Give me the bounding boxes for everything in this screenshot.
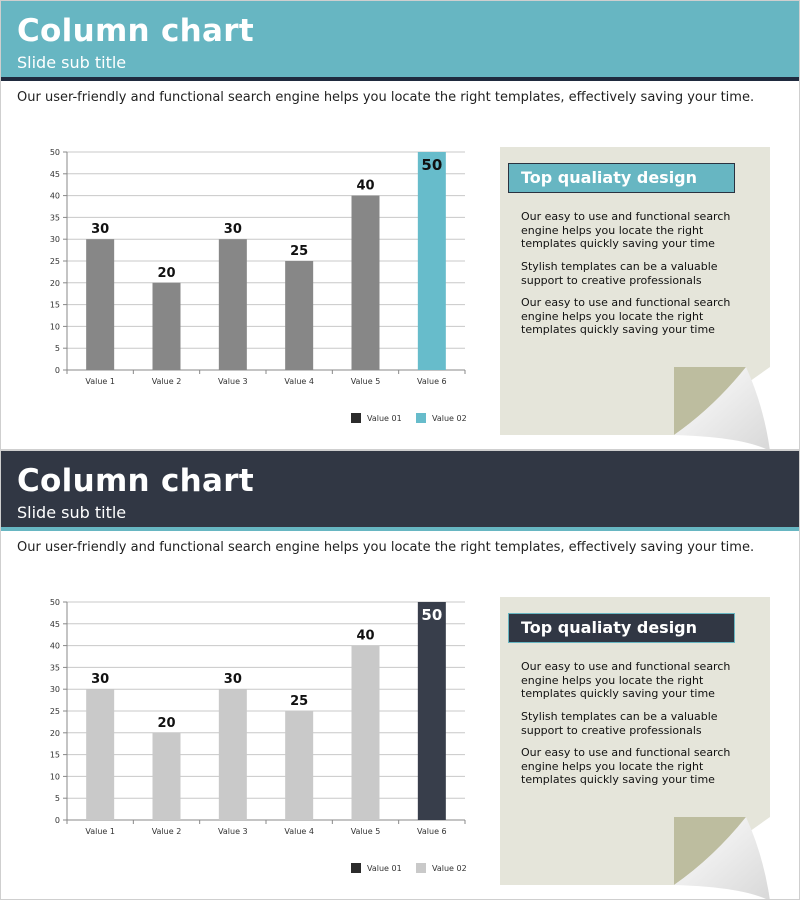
data-label: 20 — [157, 265, 176, 281]
note-paragraph: Our easy to use and functional search engine helps you locate the right templates quickly saving your time — [521, 296, 731, 336]
legend-label: Value 02 — [432, 414, 467, 423]
y-tick-label: 45 — [49, 169, 60, 179]
x-tick-label: Value 2 — [151, 827, 182, 836]
y-tick-label: 50 — [49, 598, 60, 607]
note-card — [500, 597, 770, 900]
data-label: 50 — [421, 156, 443, 174]
legend-swatch — [351, 863, 361, 873]
slide-subtitle: Slide sub title — [17, 53, 127, 72]
page-curl-decoration — [674, 367, 770, 450]
y-tick-label: 20 — [49, 278, 60, 288]
page-curl-decoration — [674, 817, 770, 900]
x-tick-label: Value 5 — [350, 377, 381, 386]
legend-swatch — [416, 413, 426, 423]
y-tick-label: 5 — [54, 344, 60, 354]
legend-label: Value 01 — [367, 414, 402, 423]
x-tick-label: Value 1 — [85, 377, 115, 386]
x-tick-label: Value 6 — [417, 827, 447, 836]
slide-title: Column chart — [17, 463, 254, 499]
y-tick-label: 10 — [49, 772, 60, 782]
slide-header — [1, 1, 800, 77]
data-label: 20 — [157, 715, 176, 731]
legend-swatch — [351, 413, 361, 423]
y-tick-label: 50 — [49, 148, 60, 157]
bar — [352, 646, 380, 820]
x-tick-label: Value 5 — [350, 827, 381, 836]
bar — [86, 239, 114, 370]
slide-description: Our user-friendly and functional search engine helps you locate the right templates, effectively saving your time. — [17, 90, 755, 105]
y-tick-label: 35 — [49, 213, 60, 223]
bar — [153, 283, 181, 370]
slide-header — [1, 451, 800, 527]
note-title: Top qualiaty design — [521, 618, 698, 637]
bar — [153, 733, 181, 820]
y-tick-label: 10 — [49, 322, 60, 332]
note-paragraph: Stylish templates can be a valuable support to creative professionals — [521, 710, 718, 737]
bar — [352, 196, 380, 370]
y-tick-label: 40 — [49, 191, 60, 201]
x-tick-label: Value 4 — [284, 827, 314, 836]
y-tick-label: 20 — [49, 728, 60, 738]
column-chart — [41, 591, 481, 881]
x-tick-label: Value 3 — [218, 377, 248, 386]
bar — [285, 711, 313, 820]
data-label: 25 — [290, 694, 309, 709]
note-title-box — [508, 613, 735, 643]
slide-title: Column chart — [17, 13, 254, 49]
bar — [86, 689, 114, 820]
header-divider — [1, 527, 800, 531]
data-label: 40 — [356, 178, 375, 194]
bar — [285, 261, 313, 370]
bar — [219, 689, 247, 820]
data-label: 25 — [290, 244, 309, 259]
legend-label: Value 01 — [367, 864, 402, 873]
y-tick-label: 25 — [49, 257, 60, 266]
note-title-box — [508, 163, 735, 193]
y-tick-label: 5 — [54, 794, 60, 804]
slide-2 — [0, 450, 800, 900]
data-label: 30 — [223, 222, 242, 238]
bar — [219, 239, 247, 370]
note-paragraph: Our easy to use and functional search engine helps you locate the right templates quickly saving your time — [521, 210, 731, 250]
note-paragraph: Our easy to use and functional search engine helps you locate the right templates quickly saving your time — [521, 746, 731, 786]
data-label: 30 — [91, 672, 110, 688]
y-tick-label: 30 — [49, 235, 60, 245]
header-divider — [1, 77, 800, 81]
data-label: 40 — [356, 628, 375, 644]
data-label: 30 — [223, 672, 242, 688]
note-title: Top qualiaty design — [521, 168, 698, 187]
x-tick-label: Value 1 — [85, 827, 115, 836]
x-tick-label: Value 4 — [284, 377, 314, 386]
y-tick-label: 45 — [49, 619, 60, 629]
data-label: 50 — [421, 606, 443, 624]
y-tick-label: 0 — [54, 816, 60, 825]
legend-swatch — [416, 863, 426, 873]
bar — [418, 152, 446, 370]
y-tick-label: 35 — [49, 663, 60, 673]
y-tick-label: 0 — [54, 366, 60, 375]
note-card — [500, 147, 770, 450]
bar — [418, 602, 446, 820]
slide-subtitle: Slide sub title — [17, 503, 127, 522]
note-paragraph: Stylish templates can be a valuable support to creative professionals — [521, 260, 718, 287]
y-tick-label: 15 — [49, 750, 60, 760]
y-tick-label: 40 — [49, 641, 60, 651]
note-paragraph: Our easy to use and functional search engine helps you locate the right templates quickly saving your time — [521, 660, 731, 700]
slide-description: Our user-friendly and functional search engine helps you locate the right templates, effectively saving your time. — [17, 540, 755, 555]
data-label: 30 — [91, 222, 110, 238]
legend-label: Value 02 — [432, 864, 467, 873]
x-tick-label: Value 2 — [151, 377, 182, 386]
y-tick-label: 25 — [49, 707, 60, 716]
y-tick-label: 15 — [49, 300, 60, 310]
x-tick-label: Value 6 — [417, 377, 447, 386]
x-tick-label: Value 3 — [218, 827, 248, 836]
y-tick-label: 30 — [49, 685, 60, 695]
column-chart — [41, 141, 481, 431]
